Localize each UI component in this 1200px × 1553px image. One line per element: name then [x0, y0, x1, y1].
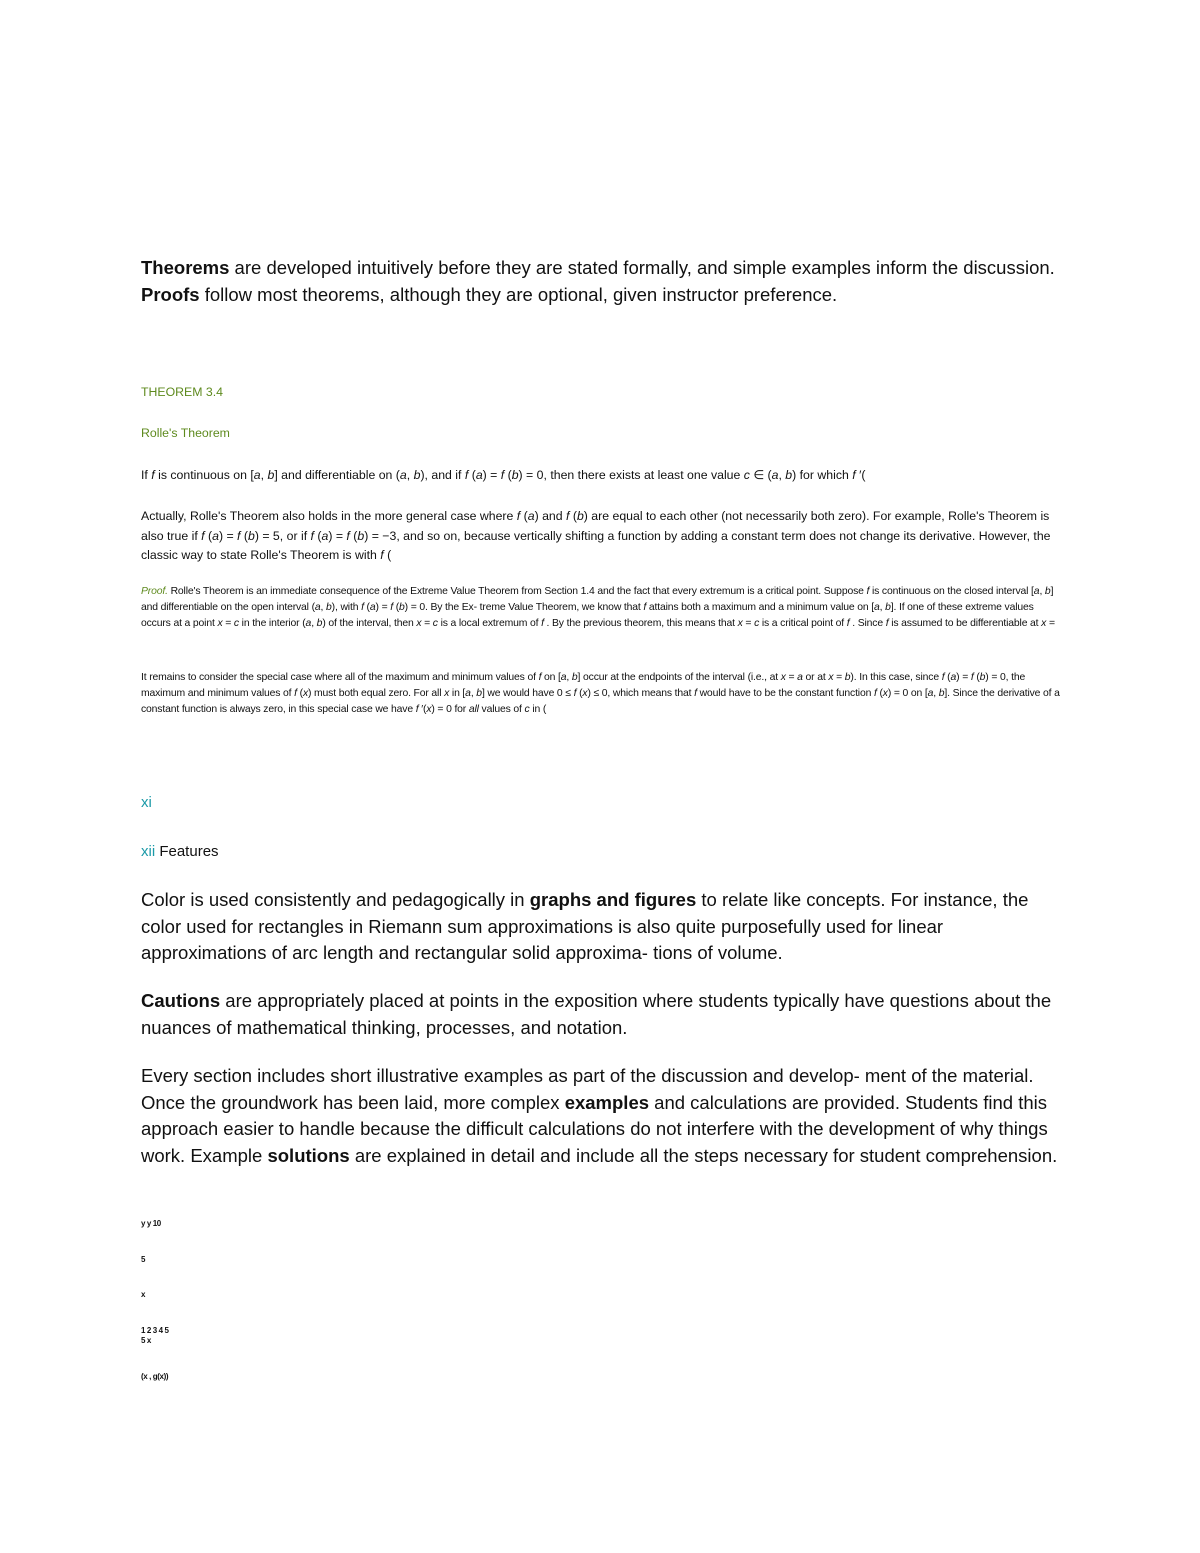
intro-paragraph: Theorems are developed intuitively before they are stated formally, and simple examples inform the discussion. Proofs follow most theorems, although they are optional, given instructor preference. [141, 257, 1055, 305]
theorem-label: THEOREM 3.4 [141, 385, 223, 399]
page-number-left: xi [141, 794, 152, 811]
proof-paragraph-2: It remains to consider the special case where all of the maximum and minimum values of f on [a, b] occur at the endpoints of the interval (i.e., at x = a or at x = b). In this case, since f (a) = f (b) = 0, the maximum and minimum values of f (x) must both equal zero. For all x in [a, b] we would have 0 ≤ f (x) ≤ 0, which means that f would have to be the constant function f (x) = 0 on [a, b]. Since the derivative of a constant function is always zero, in this special case we have f ′(x) = 0 for all values of c in ( [141, 672, 1060, 715]
proof-paragraph-1: Proof. Rolle's Theorem is an immediate consequence of the Extreme Value Theorem from Section 1.4 and the fact that every extremum is a critical point. Suppose f is continuous on the closed interval [a, b] and differentiable on the open interval (a, b), with f (a) = f (b) = 0. By the Ex- treme Value Theorem, we know that f attains both a maximum and a minimum value on [a, b]. If one of these extreme values occurs at a point x = c in the interior (a, b) of the interval, then x = c is a local extremum of f . By the previous theorem, this means that x = c is a critical point of f . Since f is assumed to be differentiable at x = [141, 586, 1055, 629]
figure-fragment-point: (x , g(x)) [141, 1372, 169, 1381]
theorem-statement: If f is continuous on [a, b] and differentiable on (a, b), and if f (a) = f (b) = 0, then there exists at least one value c ∈ (a, b) for which f ′( [141, 468, 866, 482]
section-title: Features [155, 843, 219, 860]
figure-fragment-axis-x: x [141, 1290, 146, 1299]
theorem-remark: Actually, Rolle's Theorem also holds in the more general case where f (a) and f (b) are equal to each other (not necessarily both zero). For example, Rolle's Theorem is also true if f (a) = f (b) = 5, or if f (a) = f (b) = −3, and so on, because vertically shifting a function by adding a constant term does not change its derivative. However, the classic way to state Rolle's Theorem is with f ( [141, 509, 1051, 562]
figure-fragment-label: 5 x [141, 1336, 151, 1345]
figure-fragment-axis-y: y y 10 [141, 1219, 161, 1228]
running-header [141, 843, 1061, 860]
theorem-name: Rolle's Theorem [141, 426, 230, 440]
feature-cautions-paragraph: Cautions are appropriately placed at points in the exposition where students typically have questions about the nuances of mathematical thinking, processes, and notation. [141, 990, 1052, 1038]
term-theorems: Theorems [141, 257, 230, 278]
proof-label: Proof. [141, 586, 168, 597]
page-number-right: xii [141, 843, 156, 860]
figure-fragment-ticks: 1 2 3 4 5 [141, 1326, 169, 1335]
figure-fragment-tick: 5 [141, 1255, 146, 1264]
feature-color-paragraph: Color is used consistently and pedagogically in graphs and figures to relate like concepts. For instance, the color used for rectangles in Riemann sum approximations is also quite purposefully used for linear approximations of arc length and rectangular solid approxima- tions of volume. [141, 889, 1029, 963]
feature-examples-paragraph: Every section includes short illustrative examples as part of the discussion and develop- ment of the material. Once the groundwork has been laid, more complex examples and calculations are provided. Students find this approach easier to handle because the difficult calculations do not interfere with the development of why things work. Example solutions are explained in detail and include all the steps necessary for student comprehension. [141, 1065, 1058, 1166]
term-proofs: Proofs [141, 283, 200, 305]
